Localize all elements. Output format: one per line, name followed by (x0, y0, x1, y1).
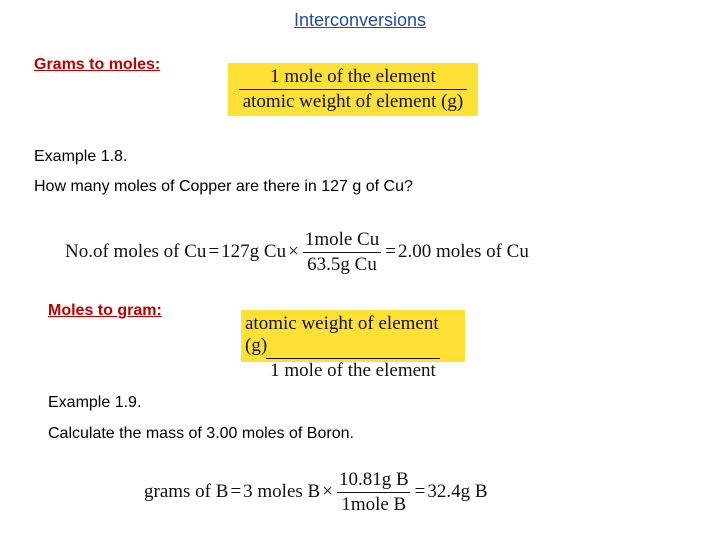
conversion-fraction (335, 469, 413, 516)
fraction-numerator: 1mole Cu (304, 228, 380, 250)
grams-to-moles-fraction (228, 66, 478, 113)
fraction-denominator: atomic weight of element (g) (239, 89, 468, 113)
fraction-numerator: 10.81g B (338, 468, 409, 490)
times-sign: × (288, 241, 299, 262)
example-1-question: How many moles of Copper are there in 127 g of Cu? (34, 178, 413, 195)
equation-lhs: No.of moles of Cu (65, 241, 207, 262)
moles-to-grams-formula-box (241, 310, 465, 381)
equation-lhs: grams of B (144, 481, 229, 502)
equals-sign: = (208, 241, 220, 262)
moles-to-grams-heading: Moles to gram: (48, 302, 162, 319)
page-title: Interconversions (293, 10, 427, 30)
example-2-equation (143, 466, 489, 518)
example-1-equation (64, 226, 530, 278)
fraction-numerator: 1 mole of the element (270, 66, 436, 87)
fraction-numerator: atomic weight of element (g) (245, 313, 439, 356)
fraction-denominator: 1 mole of the element (266, 358, 440, 382)
example-1-label: Example 1.8. (34, 148, 128, 165)
example-2-label: Example 1.9. (48, 394, 142, 411)
conversion-fraction (301, 229, 383, 276)
example-2-question: Calculate the mass of 3.00 moles of Boron. (48, 425, 354, 442)
fraction-denominator: 63.5g Cu (303, 252, 381, 276)
grams-to-moles-heading: Grams to moles: (34, 56, 161, 73)
equation-term: 3 moles B (243, 481, 321, 502)
fraction-denominator: 1mole B (337, 492, 410, 516)
times-sign: × (322, 481, 333, 502)
equals-sign: = (414, 481, 426, 502)
grams-to-moles-formula-box (228, 63, 478, 116)
moles-to-grams-fraction (241, 313, 465, 382)
equation-result: 2.00 moles of Cu (397, 241, 529, 262)
equation-result: 32.4g B (427, 481, 488, 502)
equation-term: 127g Cu (221, 241, 287, 262)
equals-sign: = (230, 481, 242, 502)
equals-sign: = (385, 241, 396, 262)
